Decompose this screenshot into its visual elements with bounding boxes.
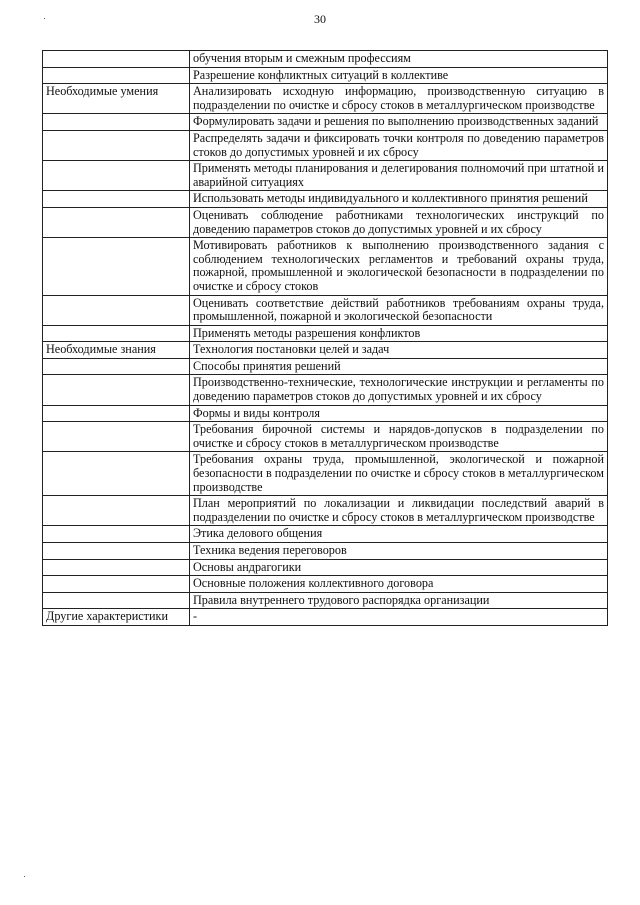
row-label-cell	[43, 325, 190, 342]
row-text-cell: Анализировать исходную информацию, производственную ситуацию в подразделении по очистке и сбросу стоков в металлургическом производстве	[190, 84, 608, 114]
row-label-cell	[43, 496, 190, 526]
table-row	[43, 295, 608, 325]
row-label-cell	[43, 67, 190, 84]
row-label-cell	[43, 358, 190, 375]
table-row	[43, 161, 608, 191]
qualification-table	[42, 50, 608, 626]
table-row	[43, 592, 608, 609]
row-label-cell	[43, 559, 190, 576]
table-row	[43, 543, 608, 560]
table-row	[43, 526, 608, 543]
table-row	[43, 67, 608, 84]
table-row	[43, 84, 608, 114]
table-row	[43, 191, 608, 208]
row-text-cell: Применять методы планирования и делегирования полномочий при штатной и аварийной ситуациях	[190, 161, 608, 191]
row-text-cell: Разрешение конфликтных ситуаций в коллективе	[190, 67, 608, 84]
row-text-cell: Требования бирочной системы и нарядов-допусков в подразделении по очистке и сбросу стоков в металлургическом производстве	[190, 422, 608, 452]
row-text-cell: Производственно-технические, технологические инструкции и регламенты по доведению параметров стоков до допустимых уровней и их сбросу	[190, 375, 608, 405]
page-number: 30	[314, 12, 326, 26]
row-text-cell: Техника ведения переговоров	[190, 543, 608, 560]
table-row	[43, 51, 608, 68]
table-row	[43, 238, 608, 295]
table-row	[43, 207, 608, 237]
row-label-cell	[43, 452, 190, 496]
table-row	[43, 375, 608, 405]
table-row	[43, 405, 608, 422]
table-row	[43, 609, 608, 626]
table-row	[43, 452, 608, 496]
row-label-cell	[43, 51, 190, 68]
row-text-cell: План мероприятий по локализации и ликвидации последствий аварий в подразделении по очистке и сбросу стоков в металлургическом производстве	[190, 496, 608, 526]
row-text-cell: Применять методы разрешения конфликтов	[190, 325, 608, 342]
row-text-cell: -	[190, 609, 608, 626]
table-row	[43, 559, 608, 576]
row-text-cell: Основные положения коллективного договора	[190, 576, 608, 593]
row-label-cell	[43, 543, 190, 560]
table-row	[43, 422, 608, 452]
row-label-cell	[43, 130, 190, 160]
table-row	[43, 496, 608, 526]
table-row	[43, 358, 608, 375]
row-text-cell: Этика делового общения	[190, 526, 608, 543]
row-label-cell: Другие характеристики	[43, 609, 190, 626]
row-text-cell: Технология постановки целей и задач	[190, 342, 608, 359]
row-text-cell: Правила внутреннего трудового распорядка организации	[190, 592, 608, 609]
row-label-cell	[43, 114, 190, 131]
table-row	[43, 325, 608, 342]
row-label-cell	[43, 576, 190, 593]
row-label-cell	[43, 295, 190, 325]
table-row	[43, 342, 608, 359]
row-text-cell: обучения вторым и смежным профессиям	[190, 51, 608, 68]
table-row	[43, 576, 608, 593]
row-text-cell: Формулировать задачи и решения по выполнению производственных заданий	[190, 114, 608, 131]
row-label-cell: Необходимые умения	[43, 84, 190, 114]
row-text-cell: Способы принятия решений	[190, 358, 608, 375]
row-text-cell: Мотивировать работников к выполнению производственного задания с соблюдением технологических регламентов и требований охраны труда, пожарной, промышленной и экологической безопасности в подразделении по очистке и сбросу стоков	[190, 238, 608, 295]
table-row	[43, 114, 608, 131]
row-label-cell	[43, 405, 190, 422]
row-label-cell	[43, 238, 190, 295]
row-label-cell	[43, 161, 190, 191]
row-label-cell	[43, 422, 190, 452]
row-label-cell	[43, 191, 190, 208]
row-label-cell	[43, 207, 190, 237]
row-label-cell	[43, 592, 190, 609]
row-text-cell: Распределять задачи и фиксировать точки контроля по доведению параметров стоков до допустимых уровней и их сбросу	[190, 130, 608, 160]
table-row	[43, 130, 608, 160]
row-text-cell: Оценивать соответствие действий работников требованиям охраны труда, промышленной, пожарной и экологической безопасности	[190, 295, 608, 325]
scan-speck	[44, 18, 45, 19]
row-label-cell: Необходимые знания	[43, 342, 190, 359]
row-label-cell	[43, 375, 190, 405]
row-label-cell	[43, 526, 190, 543]
row-text-cell: Требования охраны труда, промышленной, экологической и пожарной безопасности в подразделении по очистке и сбросу стоков в металлургическом производстве	[190, 452, 608, 496]
row-text-cell: Использовать методы индивидуального и коллективного принятия решений	[190, 191, 608, 208]
row-text-cell: Основы андрагогики	[190, 559, 608, 576]
row-text-cell: Оценивать соблюдение работниками технологических инструкций по доведению параметров стоков до допустимых уровней и их сбросу	[190, 207, 608, 237]
row-text-cell: Формы и виды контроля	[190, 405, 608, 422]
scan-speck	[24, 876, 25, 877]
